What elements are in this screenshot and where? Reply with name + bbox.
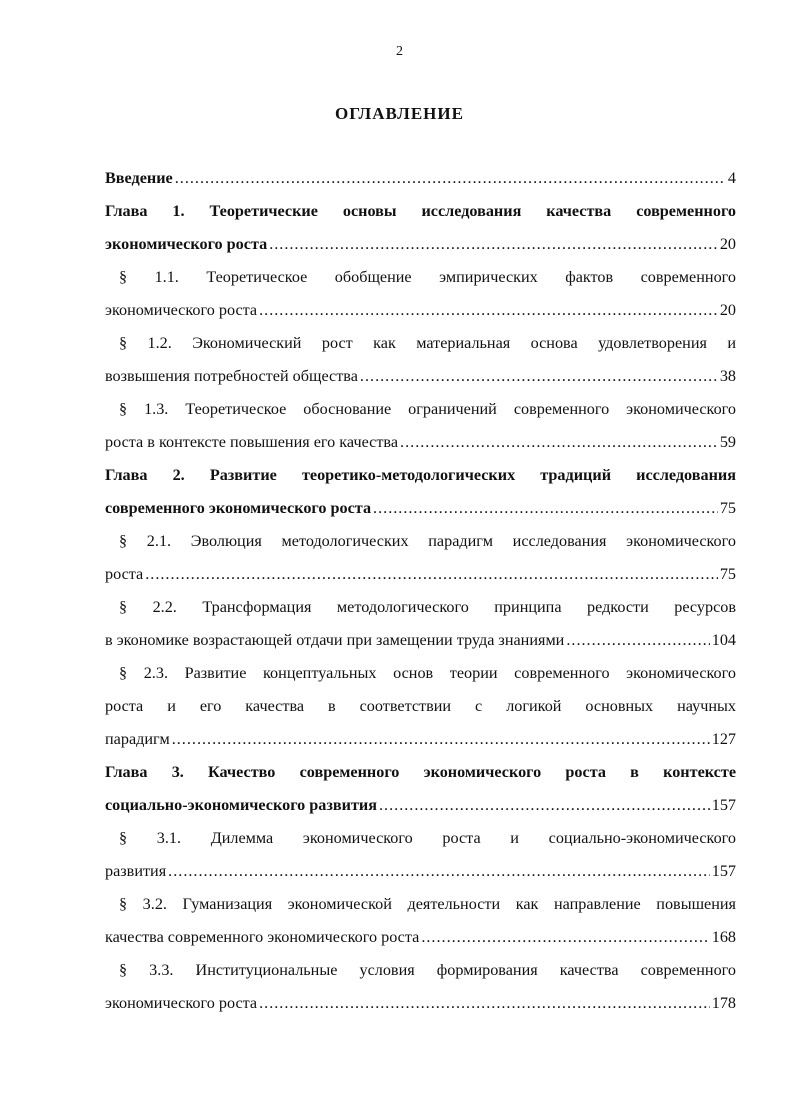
dot-leader [259, 294, 718, 327]
toc-entry-title-line: § 3.2. Гуманизация экономической деятельности как направление повышения [119, 895, 736, 913]
toc-entry-last-line [105, 426, 736, 459]
toc-section-entry [105, 822, 736, 888]
toc-page-number: 20 [719, 235, 736, 253]
toc-entry-last-line [105, 162, 736, 195]
toc-section-entry [105, 888, 736, 954]
toc-section-entry [105, 327, 736, 393]
toc-entry-title: роста в контексте повышения его качества [105, 433, 399, 451]
dot-leader [175, 162, 726, 195]
toc-section-entry [105, 591, 736, 657]
dot-leader [421, 921, 709, 954]
toc-entry-last-line [105, 723, 736, 756]
toc-page-number: 4 [727, 169, 736, 187]
dot-leader [379, 789, 710, 822]
toc-page-number: 75 [719, 565, 736, 583]
dot-leader [400, 426, 718, 459]
page-title: ОГЛАВЛЕНИЕ [335, 104, 464, 123]
dot-leader [373, 492, 718, 525]
toc-entry-title: экономического роста [105, 994, 258, 1012]
toc-entry-title-line: Глава 2. Развитие теоретико-методологических традиций исследования [105, 466, 736, 484]
toc-entry-title: современного экономического роста [105, 499, 372, 517]
toc-entry-last-line [105, 921, 736, 954]
toc-chapter-entry [105, 162, 736, 195]
toc-entry-title-line: Глава 3. Качество современного экономического роста в контексте [105, 763, 736, 781]
toc-entry-last-line [105, 558, 736, 591]
toc-section-entry [105, 525, 736, 591]
toc-entry-last-line [105, 492, 736, 525]
toc-entry-title-line: § 1.3. Теоретическое обоснование ограничений современного экономического [119, 400, 736, 418]
toc-chapter-entry [105, 459, 736, 525]
toc-entry-last-line [105, 624, 736, 657]
dot-leader [269, 228, 718, 261]
toc-page-number: 75 [719, 499, 736, 517]
toc-entry-last-line [105, 360, 736, 393]
toc-entry-last-line [105, 987, 736, 1020]
dot-leader [145, 558, 718, 591]
table-of-contents [105, 162, 736, 1020]
toc-page-number: 104 [711, 631, 736, 649]
toc-entry-title: Введение [105, 169, 173, 187]
toc-entry-title: парадигм [105, 730, 170, 748]
dot-leader [168, 855, 710, 888]
toc-page-number: 38 [719, 367, 736, 385]
toc-chapter-entry [105, 756, 736, 822]
toc-entry-last-line [105, 228, 736, 261]
toc-entry-title-line: § 3.1. Дилемма экономического роста и социально-экономического [119, 829, 736, 847]
toc-entry-title-line: Глава 1. Теоретические основы исследования качества современного [105, 202, 736, 220]
toc-chapter-entry [105, 195, 736, 261]
dot-leader [259, 987, 710, 1020]
toc-entry-title: экономического роста [105, 235, 268, 253]
toc-entry-title-line: § 2.2. Трансформация методологического принципа редкости ресурсов [119, 598, 736, 616]
toc-entry-title-line: § 2.1. Эволюция методологических парадигм исследования экономического [119, 532, 736, 550]
toc-entry-title: социально-экономического развития [105, 796, 377, 814]
toc-entry-title: развития [105, 862, 167, 880]
toc-entry-title-line: § 1.2. Экономический рост как материальная основа удовлетворения и [119, 334, 736, 352]
toc-entry-title-line: роста и его качества в соответствии с логикой основных научных [105, 697, 736, 715]
toc-page-number: 20 [719, 301, 736, 319]
toc-entry-title: в экономике возрастающей отдачи при замещении труда знаниями [105, 631, 565, 649]
toc-entry-title: роста [105, 565, 144, 583]
page-number: 2 [396, 44, 403, 59]
toc-page-number: 157 [711, 862, 736, 880]
toc-entry-last-line [105, 855, 736, 888]
toc-section-entry [105, 954, 736, 1020]
toc-page-number: 59 [719, 433, 736, 451]
toc-entry-title-line: § 3.3. Институциональные условия формирования качества современного [119, 961, 736, 979]
toc-entry-last-line [105, 789, 736, 822]
toc-page-number: 178 [711, 994, 736, 1012]
toc-page-number: 127 [711, 730, 736, 748]
toc-entry-title-line: § 2.3. Развитие концептуальных основ теории современного экономического [119, 664, 736, 682]
toc-section-entry [105, 261, 736, 327]
toc-entry-title: качества современного экономического роста [105, 928, 420, 946]
dot-leader [172, 723, 710, 756]
toc-entry-last-line [105, 294, 736, 327]
toc-page-number: 168 [711, 928, 736, 946]
toc-entry-title: возвышения потребностей общества [105, 367, 358, 385]
toc-entry-title: экономического роста [105, 301, 258, 319]
toc-entry-title-line: § 1.1. Теоретическое обобщение эмпирических фактов современного [119, 268, 736, 286]
dot-leader [566, 624, 709, 657]
toc-page-number: 157 [711, 796, 736, 814]
toc-section-entry [105, 393, 736, 459]
toc-section-entry [105, 657, 736, 756]
dot-leader [360, 360, 718, 393]
